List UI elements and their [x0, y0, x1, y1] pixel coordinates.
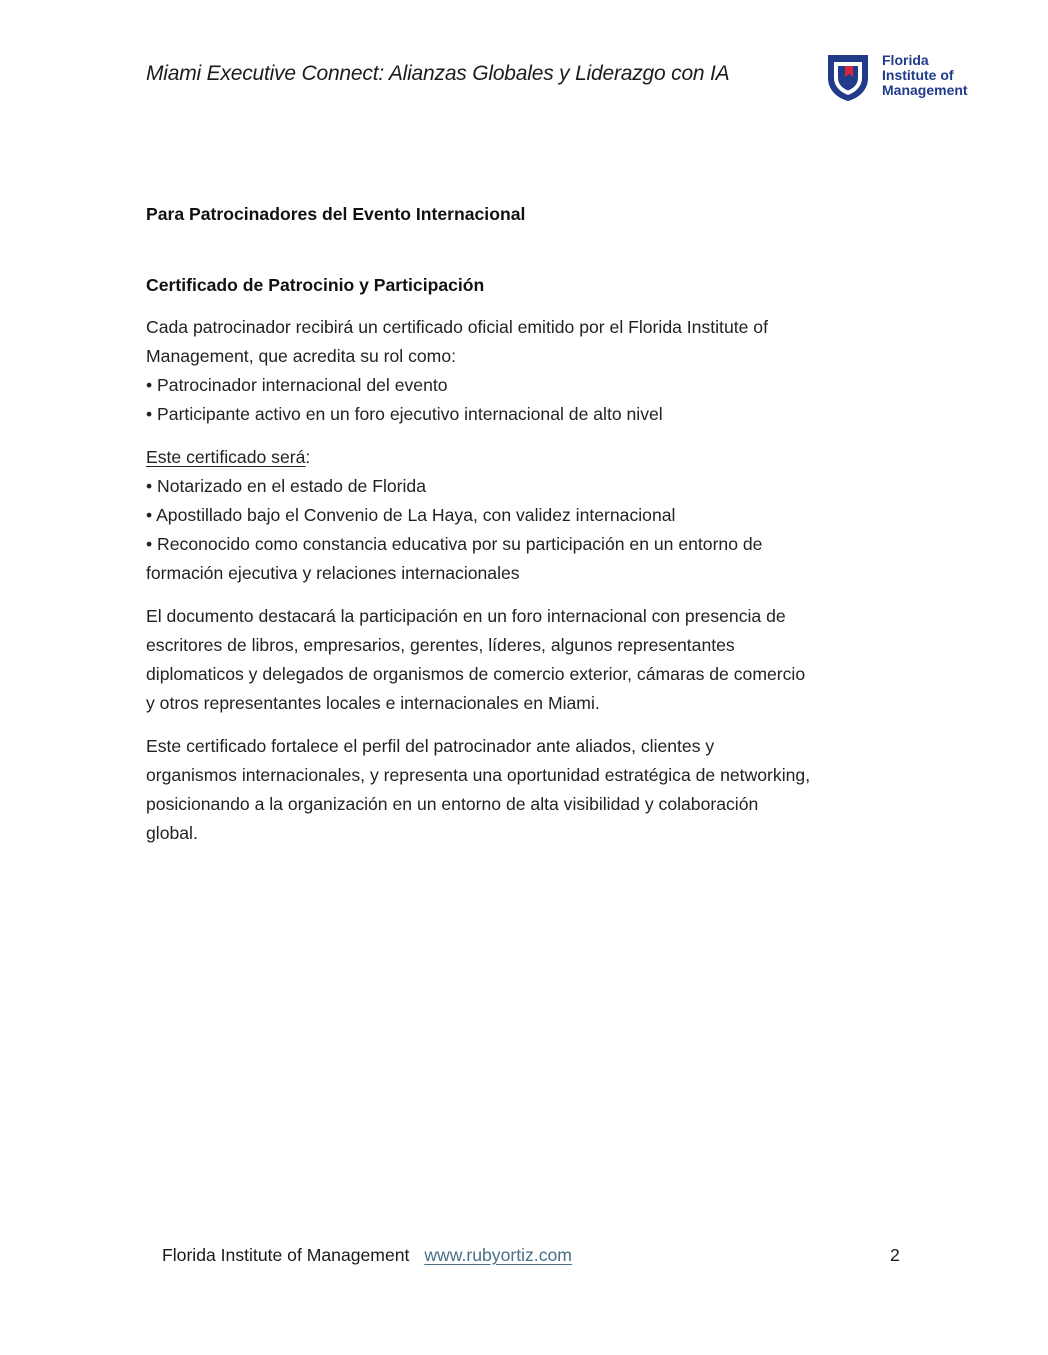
footer-org: Florida Institute of Management	[162, 1245, 410, 1265]
certificate-item: • Notarizado en el estado de Florida	[146, 476, 427, 496]
strength-line: posicionando a la organización en un entorno de alta visibilidad y colaboración	[146, 794, 759, 814]
document-paragraph	[146, 602, 916, 718]
strength-line: organismos internacionales, y representa una oportunidad estratégica de networking,	[146, 765, 811, 785]
heading-certificate: Certificado de Patrocinio y Participación	[146, 275, 485, 295]
shield-logo-icon	[826, 52, 870, 102]
certificate-features	[146, 443, 916, 588]
heading-sponsors: Para Patrocinadores del Evento Internacional	[146, 204, 526, 224]
certificate-label: Este certificado será	[146, 447, 306, 467]
document-line: El documento destacará la participación en un foro internacional con presencia de	[146, 606, 786, 626]
logo-line-institute: Institute of	[882, 67, 954, 83]
florida-institute-logo	[826, 52, 968, 102]
logo-text	[882, 53, 968, 98]
document-line: escritores de libros, empresarios, gerentes, líderes, algunos representantes	[146, 635, 735, 655]
intro-line: Management, que acredita su rol como:	[146, 346, 457, 366]
certificate-label-colon: :	[305, 447, 311, 467]
intro-line: Cada patrocinador recibirá un certificado oficial emitido por el Florida Institute of	[146, 317, 768, 337]
strength-paragraph	[146, 732, 916, 848]
document-line: y otros representantes locales e internacionales en Miami.	[146, 693, 600, 713]
page-footer	[162, 1245, 572, 1266]
certificate-item: • Reconocido como constancia educativa por su participación en un entorno de	[146, 534, 763, 554]
strength-line: Este certificado fortalece el perfil del patrocinador ante aliados, clientes y	[146, 736, 715, 756]
strength-line: global.	[146, 823, 198, 843]
role-item: • Participante activo en un foro ejecutivo internacional de alto nivel	[146, 404, 663, 424]
logo-line-florida: Florida	[882, 52, 929, 68]
certificate-item: formación ejecutiva y relaciones internacionales	[146, 563, 520, 583]
logo-line-management: Management	[882, 82, 968, 98]
footer-website-link[interactable]: www.rubyortiz.com	[424, 1245, 572, 1265]
certificate-item: • Apostillado bajo el Convenio de La Haya, con validez internacional	[146, 505, 676, 525]
header-title: Miami Executive Connect: Alianzas Globales y Liderazgo con IA	[146, 62, 730, 85]
intro-paragraph	[146, 313, 916, 429]
document-line: diplomaticos y delegados de organismos de comercio exterior, cámaras de comercio	[146, 664, 806, 684]
certificate-label-line	[146, 443, 916, 472]
page-number: 2	[890, 1245, 900, 1265]
document-body	[146, 200, 916, 862]
role-item: • Patrocinador internacional del evento	[146, 375, 448, 395]
